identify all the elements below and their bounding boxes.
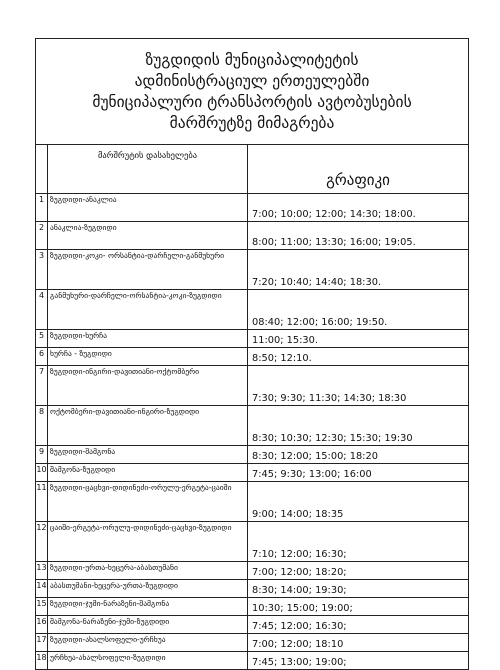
- route-schedule: 8:00; 11:00; 13:30; 16:00; 19:05.: [248, 222, 469, 250]
- table-row: [36, 290, 469, 330]
- table-row: [36, 522, 469, 562]
- route-name: ზუგდიდი-შამგონა: [48, 446, 248, 464]
- route-schedule: 7:45; 13:00; 19:00;: [248, 652, 469, 670]
- row-number: 8: [36, 406, 48, 446]
- route-schedule: 7:45; 12:00; 16:30;: [248, 616, 469, 634]
- table-row: [36, 446, 469, 464]
- route-schedule: 8:30; 10:30; 12:30; 15:30; 19:30: [248, 406, 469, 446]
- route-name: ხურჩა - ზუგდიდი: [48, 348, 248, 366]
- table-row: [36, 348, 469, 366]
- table-row: [36, 634, 469, 652]
- route-schedule: 7:20; 10:40; 14:40; 18:30.: [248, 250, 469, 290]
- title-row: [36, 39, 469, 145]
- table-row: [36, 222, 469, 250]
- table-row: [36, 250, 469, 290]
- route-name: შამგონა-ნარაზენი-ჯუმი-ზუგდიდი: [48, 616, 248, 634]
- route-schedule: 7:00; 12:00; 18:20;: [248, 562, 469, 580]
- route-schedule: 7:00; 12:00; 18:10: [248, 634, 469, 652]
- row-number: 17: [36, 634, 48, 652]
- title-line-3: მუნიციპალური ტრანსპორტის ავტობუსების: [92, 92, 412, 111]
- table-row: [36, 616, 469, 634]
- route-schedule: 7:00; 10:00; 12:00; 14:30; 18:00.: [248, 194, 469, 222]
- header-route: მარშრუტის დასახელება: [48, 145, 248, 194]
- route-schedule: 8:30; 12:00; 15:00; 18:20: [248, 446, 469, 464]
- table-row: [36, 562, 469, 580]
- title-line-4: მარშრუტზე მიმაგრება: [169, 113, 335, 132]
- table-row: [36, 482, 469, 522]
- schedule-document: [35, 38, 468, 670]
- route-schedule: 9:00; 14:00; 18:35: [248, 482, 469, 522]
- route-name: ზუგდიდი-ურთა-ხეცერა-აბასთუმანი: [48, 562, 248, 580]
- table-row: [36, 406, 469, 446]
- header-row: [36, 145, 469, 194]
- schedule-table: [35, 38, 469, 670]
- row-number: 7: [36, 366, 48, 406]
- table-row: [36, 652, 469, 670]
- row-number: 13: [36, 562, 48, 580]
- route-schedule: 7:30; 9:30; 11:30; 14:30; 18:30: [248, 366, 469, 406]
- row-number: 18: [36, 652, 48, 670]
- route-name: ზუგდიდი-ანაკლია: [48, 194, 248, 222]
- route-name: ცაიში-ერგეტა-ორულუ-დიდინეძი-ცაცხვი-ზუგდიდი: [48, 522, 248, 562]
- route-name: ზუგდიდი-ჯუმი-ნარაზენი-შამგონა: [48, 598, 248, 616]
- table-row: [36, 580, 469, 598]
- row-number: 9: [36, 446, 48, 464]
- row-number: 14: [36, 580, 48, 598]
- title-line-2: ადმინისტრაციულ ერთეულებში: [134, 71, 370, 90]
- route-schedule: 11:00; 15:30.: [248, 330, 469, 348]
- route-name: ანაკლია-ზუგდიდი: [48, 222, 248, 250]
- document-title: [36, 39, 469, 145]
- route-name: ზუგდიდი-კოკი- ორსანტია-დარჩელი-განმუხური: [48, 250, 248, 290]
- route-schedule: 08:40; 12:00; 16:00; 19:50.: [248, 290, 469, 330]
- route-name: აბასთუმანი-ხეცერა-ურთა-ზუგდიდი: [48, 580, 248, 598]
- table-row: [36, 330, 469, 348]
- row-number: 12: [36, 522, 48, 562]
- route-schedule: 7:10; 12:00; 16:30;: [248, 522, 469, 562]
- row-number: 5: [36, 330, 48, 348]
- route-name: ზუგდიდი-ახალსოფელი-ურჩხუა: [48, 634, 248, 652]
- route-name: შამგონა-ზუგდიდი: [48, 464, 248, 482]
- row-number: 11: [36, 482, 48, 522]
- row-number: 15: [36, 598, 48, 616]
- row-number: 3: [36, 250, 48, 290]
- table-row: [36, 194, 469, 222]
- route-name: ოქტომბერი-დავითიანი-ინგირი-ზუგდიდი: [48, 406, 248, 446]
- row-number: 4: [36, 290, 48, 330]
- route-schedule: 8:30; 14:00; 19:30;: [248, 580, 469, 598]
- route-name: განმუხური-დარჩელი-ორსანტია-კოკი-ზუგდიდი: [48, 290, 248, 330]
- route-schedule: 7:45; 9:30; 13:00; 16:00: [248, 464, 469, 482]
- route-schedule: 10:30; 15:00; 19:00;: [248, 598, 469, 616]
- row-number: 1: [36, 194, 48, 222]
- route-name: ურჩხუა-ახალსოფელი-ზუგდიდი: [48, 652, 248, 670]
- row-number: 10: [36, 464, 48, 482]
- table-row: [36, 464, 469, 482]
- row-number: 2: [36, 222, 48, 250]
- route-name: ზუგდიდი-ინგირი-დავითიანი-ოქტომბერი: [48, 366, 248, 406]
- title-line-1: ზუგდიდის მუნიციპალიტეტის: [145, 50, 359, 69]
- table-row: [36, 598, 469, 616]
- row-number: 16: [36, 616, 48, 634]
- route-name: ზუგდიდი-ხურჩა: [48, 330, 248, 348]
- header-schedule: გრაფიკი: [248, 145, 469, 194]
- table-row: [36, 366, 469, 406]
- header-num-cell: [36, 145, 48, 194]
- row-number: 6: [36, 348, 48, 366]
- route-name: ზუგდიდი-ცაცხვი-დიდინეძი-ორულუ-ერგეტა-ცაიში: [48, 482, 248, 522]
- route-schedule: 8:50; 12:10.: [248, 348, 469, 366]
